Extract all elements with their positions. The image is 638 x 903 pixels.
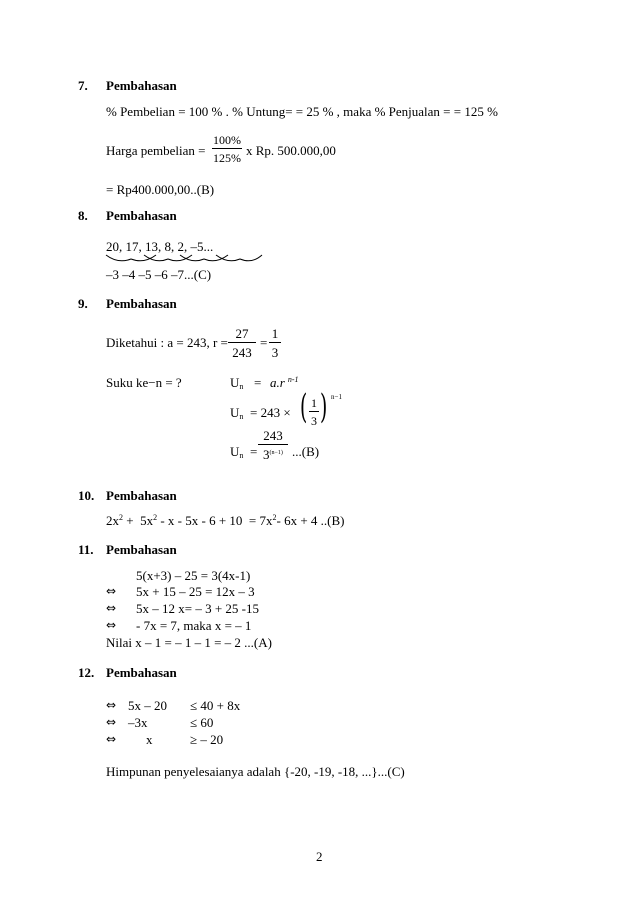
u-letter: U	[230, 405, 240, 420]
n-subscript: n	[239, 412, 244, 421]
question-number: 12.	[78, 665, 95, 680]
question-number: 11.	[78, 542, 94, 557]
un-symbol	[230, 445, 243, 458]
section-heading: Pembahasan	[106, 665, 177, 680]
fraction-numerator: 1	[311, 396, 317, 410]
expression-line	[106, 514, 345, 527]
inequality-right: ≤ 40 + 8x	[190, 698, 241, 713]
question-number: 10.	[78, 488, 95, 503]
sequence-line: 20, 17, 13, 8, 2, –5...	[106, 239, 214, 254]
equation-line: - 7x = 7, maka x = – 1	[136, 618, 252, 633]
fraction-denominator: 125%	[213, 151, 241, 165]
exponent: (n−1)	[269, 450, 283, 456]
answer-line: = Rp400.000,00..(B)	[106, 182, 215, 197]
u-letter: U	[230, 375, 240, 390]
fraction-denominator	[258, 445, 288, 461]
inequality-left: x	[146, 732, 153, 747]
denominator-base: 3	[263, 447, 270, 462]
fraction-numerator: 243	[258, 429, 288, 445]
exponent: n-1	[287, 375, 299, 384]
fraction-denominator: 3	[311, 414, 317, 428]
question-number: 8.	[78, 208, 88, 223]
exponent: 2	[153, 513, 158, 522]
ratio-simplified	[269, 327, 281, 359]
section-heading: Pembahasan	[106, 78, 177, 93]
harga-label: Harga pembelian =	[106, 143, 206, 158]
term: - 6x + 4 ..(B)	[276, 513, 345, 528]
section-heading: Pembahasan	[106, 208, 177, 223]
equivalence-icon: ⇔	[106, 698, 117, 712]
inequality-right: ≥ – 20	[190, 732, 224, 747]
term: + 5x	[123, 513, 154, 528]
section-heading: Pembahasan	[106, 488, 177, 503]
exponent: 2	[272, 513, 277, 522]
inequality-left: 5x – 20	[128, 698, 167, 713]
n-subscript: n	[239, 451, 244, 460]
equation-line: 5x – 12 x= – 3 + 25 -15	[136, 601, 259, 616]
paren-fraction	[309, 397, 319, 427]
suku-line: Suku ke−n = ?	[106, 375, 182, 390]
right-paren: )	[320, 387, 328, 427]
page-number: 2	[316, 849, 323, 864]
percentage-line: % Pembelian = 100 % . % Untung= = 25 % , maka % Penjualan = = 125 %	[106, 104, 498, 119]
exponent: 2	[119, 513, 123, 522]
harga-tail: x Rp. 500.000,00	[246, 143, 336, 158]
result-fraction	[258, 429, 288, 461]
diketahui-line: Diketahui : a = 243, r =	[106, 335, 228, 350]
term: 2x	[106, 513, 119, 528]
left-paren: (	[300, 387, 308, 427]
fraction-100-125	[212, 134, 242, 164]
term: - x - 5x - 6 + 10 = 7x	[157, 513, 273, 528]
inequality-left: –3x	[128, 715, 148, 730]
question-number: 7.	[78, 78, 88, 93]
answer-line: Nilai x – 1 = – 1 – 1 = – 2 ...(A)	[106, 635, 272, 650]
difference-braces	[104, 253, 264, 265]
exponent: n−1	[331, 393, 342, 401]
n-subscript: n	[239, 382, 244, 391]
differences-line: –3 –4 –5 –6 –7...(C)	[106, 267, 212, 282]
equation-line: 5(x+3) – 25 = 3(4x-1)	[136, 568, 251, 583]
formula-ar	[270, 376, 298, 389]
equivalence-icon: ⇔	[106, 601, 117, 615]
inequality-right: ≤ 60	[190, 715, 214, 730]
fraction-numerator: 27	[228, 327, 256, 343]
fraction-denominator: 3	[271, 345, 279, 360]
equivalence-icon: ⇔	[106, 732, 117, 746]
substitution-text: = 243 ×	[250, 405, 291, 420]
equivalence-icon: ⇔	[106, 584, 117, 598]
equals-sign: =	[254, 375, 262, 390]
un-symbol	[230, 406, 243, 419]
question-number: 9.	[78, 296, 88, 311]
ar-text: a.r	[270, 375, 285, 390]
fraction-numerator: 1	[269, 327, 281, 343]
equals-sign: =	[260, 335, 268, 350]
section-heading: Pembahasan	[106, 296, 177, 311]
section-heading: Pembahasan	[106, 542, 177, 557]
fraction-numerator: 100%	[213, 133, 241, 147]
answer-line: ...(B)	[292, 444, 320, 459]
solution-set-line: Himpunan penyelesaianya adalah {-20, -19, -18, ...}...(C)	[106, 764, 405, 779]
un-symbol	[230, 376, 243, 389]
equation-line: 5x + 15 – 25 = 12x – 3	[136, 584, 255, 599]
equals-sign: =	[250, 444, 258, 459]
equivalence-icon: ⇔	[106, 715, 117, 729]
u-letter: U	[230, 444, 240, 459]
equivalence-icon: ⇔	[106, 618, 117, 632]
fraction-denominator: 243	[232, 345, 252, 360]
ratio-fraction	[228, 327, 256, 359]
